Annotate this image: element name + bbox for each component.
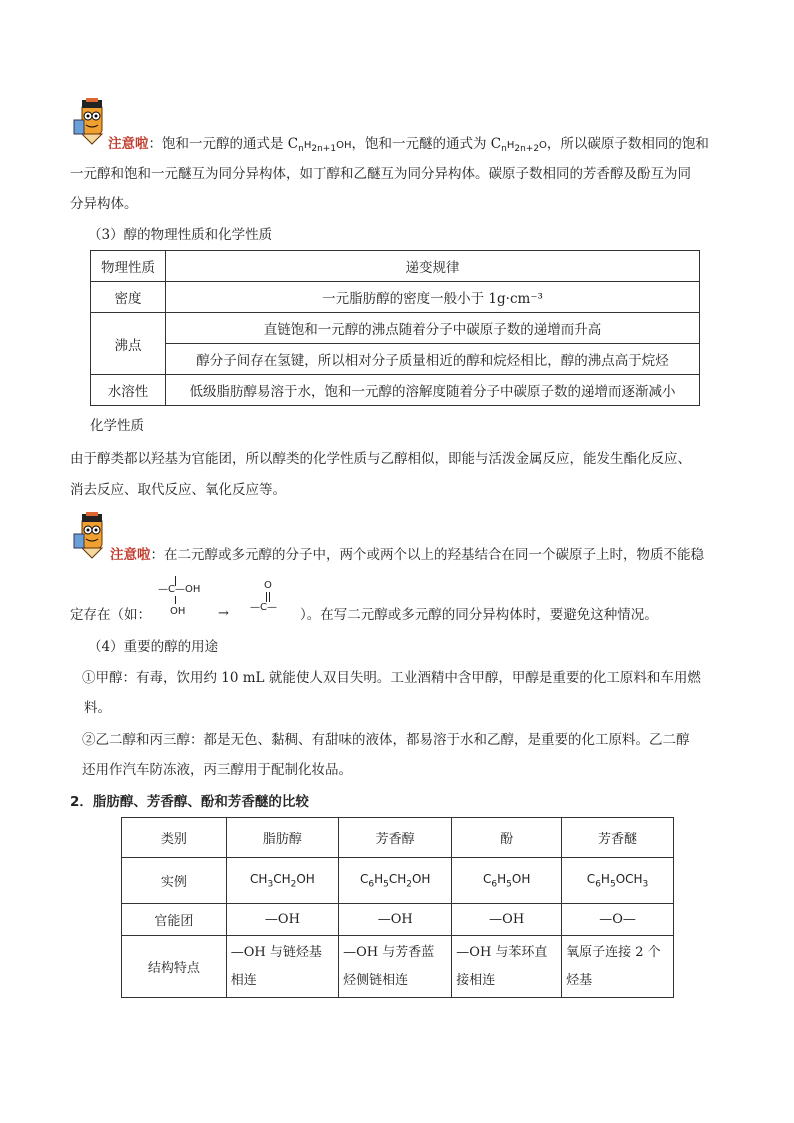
table-cell: $C_6H_5OH$ xyxy=(452,858,562,904)
table-cell: —OH 与苯环直 接相连 xyxy=(452,936,562,998)
table-cell: —OH xyxy=(452,904,562,936)
table-header: 芳香醇 xyxy=(339,818,452,858)
table-cell: 水溶性 xyxy=(91,375,166,406)
note1-line2: 一元醇和饱和一元醚互为同分异构体，如丁醇和乙醚互为同分异构体。碳原子数相同的芳香醇及酚互为同 xyxy=(70,166,691,182)
table-cell: 一元脂肪醇的密度一般小于 1g·cm⁻³ xyxy=(166,282,700,313)
table-header: 酚 xyxy=(452,818,562,858)
table-cell: —OH 与链烃基 相连 xyxy=(226,936,338,998)
note1-line3: 分异构体。 xyxy=(70,196,138,212)
table-cell: 密度 xyxy=(91,282,166,313)
table-header: 脂肪醇 xyxy=(226,818,338,858)
table-header: 递变规律 xyxy=(166,251,700,282)
section2-title: 2．脂肪醇、芳香醇、酚和芳香醚的比较 xyxy=(70,794,309,810)
ether-formula: $_nH_{2n+2}O$ xyxy=(501,140,547,154)
gem-diol-structure: —C—OH OH xyxy=(158,576,218,620)
table-cell: —O— xyxy=(562,904,674,936)
alcohol-formula: $_nH_{2n+1}OH$ xyxy=(298,140,352,154)
alcohol-properties-table xyxy=(90,250,700,406)
table-header: 类别 xyxy=(122,818,227,858)
table-cell: 醇分子间存在氢键，所以相对分子质量相近的醇和烷烃相比，醇的沸点高于烷烃 xyxy=(166,344,700,375)
table-cell: 实例 xyxy=(122,858,227,904)
table-cell: 结构特点 xyxy=(122,936,227,998)
pencil-mascot-icon xyxy=(72,512,114,560)
chem-line1: 由于醇类都以羟基为官能团，所以醇类的化学性质与乙醇相似，即能与活泼金属反应，能发生酯化反应、 xyxy=(70,451,691,467)
table-cell: $CH_3CH_2OH$ xyxy=(226,858,338,904)
table-header: 芳香醚 xyxy=(562,818,674,858)
note-label: 注意啦 xyxy=(108,136,149,152)
table-cell: $C_6H_5OCH_3$ xyxy=(562,858,674,904)
use2-line1: ②乙二醇和丙三醇：都是无色、黏稠、有甜味的液体，都易溶于水和乙醇，是重要的化工原料。乙二醇 xyxy=(82,732,690,748)
table-cell: $C_6H_5CH_2OH$ xyxy=(339,858,452,904)
table-cell: —OH 与芳香蓝 烃侧链相连 xyxy=(339,936,452,998)
note2-line1: 注意啦：在二元醇或多元醇的分子中，两个或两个以上的羟基结合在同一个碳原子上时，物质不能稳 xyxy=(110,547,704,563)
use2-line2: 还用作汽车防冻液，丙三醇用于配制化妆品。 xyxy=(82,762,352,778)
table-cell: 氧原子连接 2 个 烃基 xyxy=(562,936,674,998)
note-label: 注意啦 xyxy=(110,547,151,563)
table-header: 物理性质 xyxy=(91,251,166,282)
table-cell: 直链饱和一元醇的沸点随着分子中碳原子数的递增而升高 xyxy=(166,313,700,344)
chem-title: 化学性质 xyxy=(90,418,144,434)
section4-title: （4）重要的醇的用途 xyxy=(88,639,219,655)
table-cell: 沸点 xyxy=(91,313,166,375)
section3-title: （3）醇的物理性质和化学性质 xyxy=(88,227,273,243)
comparison-table xyxy=(121,817,674,998)
chem-line2: 消去反应、取代反应、氧化反应等。 xyxy=(70,482,286,498)
carbonyl-structure: O —C— xyxy=(250,580,277,613)
table-cell: 官能团 xyxy=(122,904,227,936)
use1-line1: ①甲醇：有毒，饮用约 10 mL 就能使人双目失明。工业酒精中含甲醇，甲醇是重要的化工原料和车用燃 xyxy=(82,670,701,686)
use1-line2: 料。 xyxy=(84,700,111,716)
reaction-arrow: → xyxy=(218,606,229,621)
note2-line2-start: 定存在（如： xyxy=(70,607,151,623)
table-cell: 低级脂肪醇易溶于水，饱和一元醇的溶解度随着分子中碳原子数的递增而逐渐减小 xyxy=(166,375,700,406)
table-cell: —OH xyxy=(226,904,338,936)
note2-line2-end: ）。在写二元醇或多元醇的同分异构体时，要避免这种情况。 xyxy=(300,607,658,623)
table-cell: —OH xyxy=(339,904,452,936)
note1-line1: 注意啦：饱和一元醇的通式是 $C_nH_{2n+1}OH$，饱和一元醚的通式为 $C_nH_{2n+2}O$，所以碳原子数相同的饱和 xyxy=(108,136,709,154)
